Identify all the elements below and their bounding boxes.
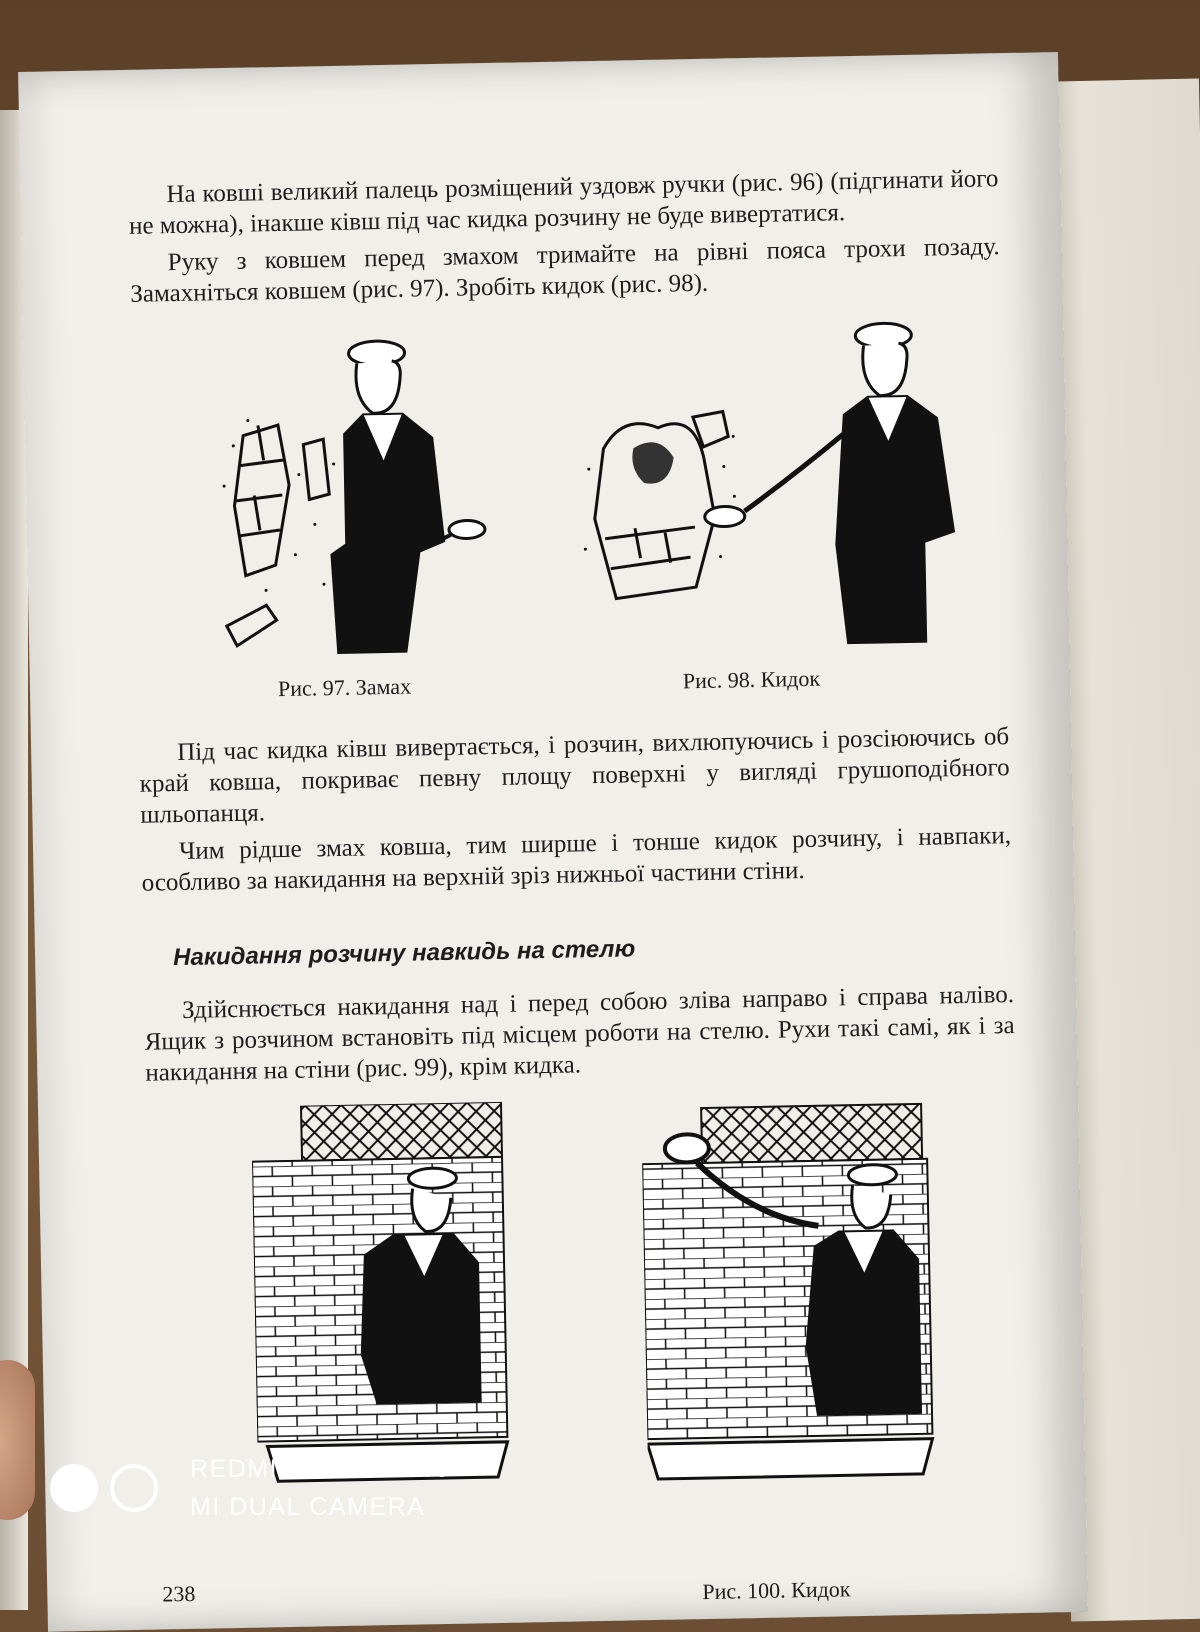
paragraph-3: Під час кидка ківш вивертається, і розчин, вихлюпуючись і розсіюючись об край ковша, покриває певну площу поверхні у вигляді грушоподібного шльопанця.	[139, 723, 1010, 829]
camera-logo-icon	[48, 1462, 168, 1518]
figure-97-caption: Рис. 97. Замах	[277, 673, 412, 702]
figure-row-97-98	[131, 311, 1009, 728]
paragraph-1: На ковші великий палець розміщений уздовж ручки (рис. 96) (підгинати його не можна), інакше ківш під час кидка розчину не буде вивертатися.	[128, 165, 999, 240]
figure-100-caption: Рис. 100. Кидок	[702, 1576, 851, 1605]
watermark-line-2: MI DUAL CAMERA	[190, 1493, 426, 1521]
figure-100-illustration	[641, 1093, 949, 1499]
paragraph-2: Руку з ковшем перед змахом тримайте на рівні пояса трохи позаду. Замахніться ковшем (рис. 97). Зробіть кидок (рис. 98).	[130, 233, 1000, 308]
watermark-line-1: REDMI NOTE 6 PRO	[190, 1455, 453, 1483]
figure-97-illustration	[201, 321, 507, 667]
figure-99-illustration	[251, 1102, 519, 1507]
figure-98-caption: Рис. 98. Кидок	[682, 665, 821, 694]
page-number: 238	[162, 1580, 196, 1607]
paragraph-5: Здійснюється накидання над і перед собою зліва направо і справа наліво. Ящик з розчином встановіть під місцем роботи на стелю. Рухи такі самі, як і за накидання на стіни (рис. 99), крім кидка.	[144, 981, 1015, 1087]
page-content	[128, 163, 1024, 1528]
paragraph-4: Чим рідше змах ковша, тим ширше і тонше кидок розчину, і навпаки, особливо за накидання на верхній зріз нижньої частини стіни.	[141, 822, 1012, 897]
figure-98-illustration	[571, 312, 977, 660]
section-heading: Накидання розчину навкидь на стелю	[172, 935, 636, 972]
book-page	[18, 52, 1088, 1632]
thumb	[0, 1360, 35, 1520]
camera-watermark	[190, 1450, 453, 1526]
